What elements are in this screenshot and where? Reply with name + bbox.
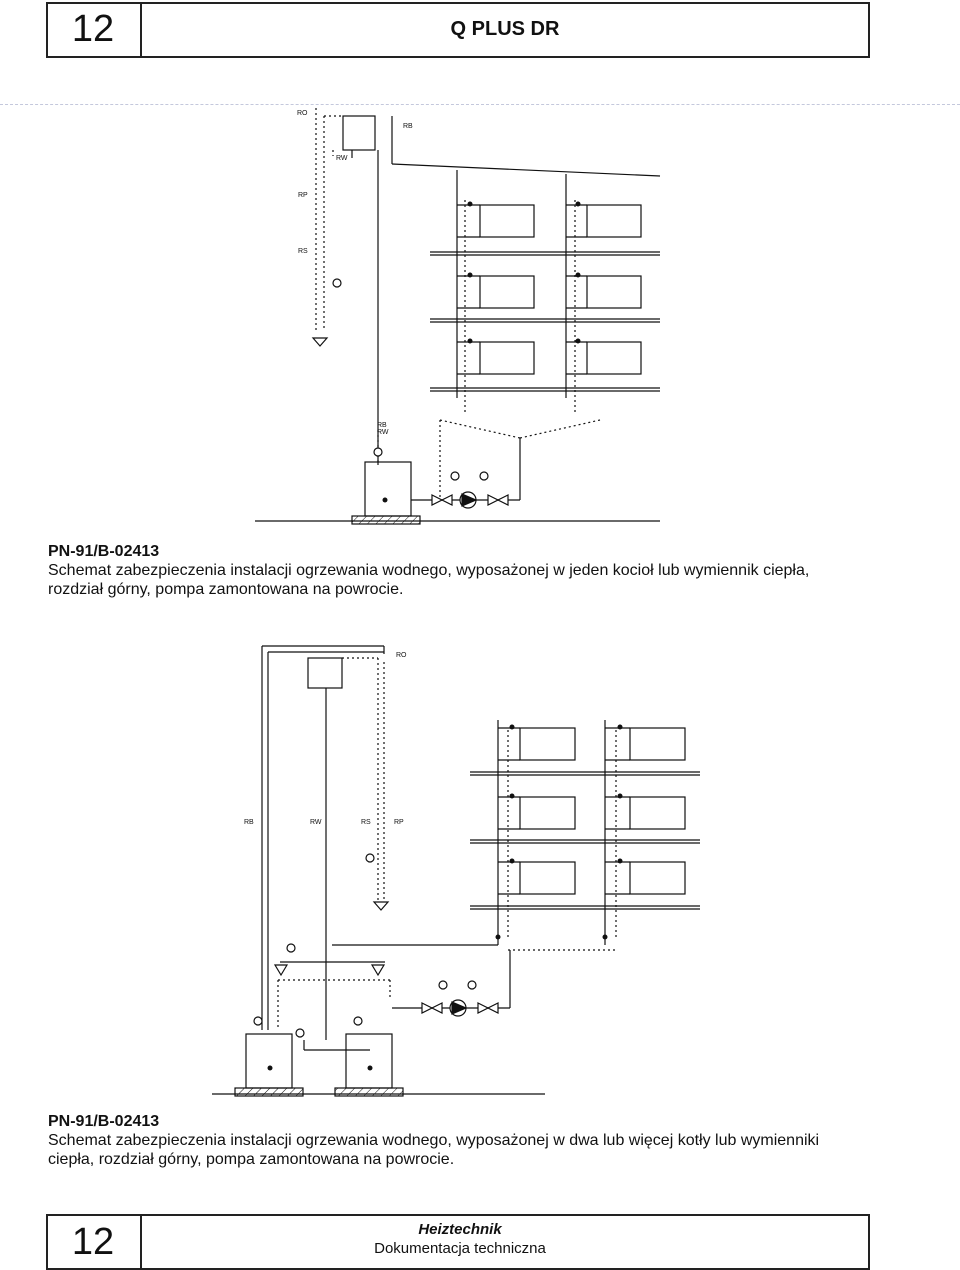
- caption-1-line1: Schemat zabezpieczenia instalacji ogrzewania wodnego, wyposażonej w jeden kocioł lub wymiennik ciepła,: [48, 562, 810, 579]
- d2-label-rp: RP: [394, 819, 404, 826]
- d1-label-rp: RP: [298, 192, 308, 199]
- footer-page-number: 12: [71, 1221, 115, 1263]
- footer-doc-title: Dokumentacja techniczna: [374, 1240, 546, 1257]
- caption-2-line1: Schemat zabezpieczenia instalacji ogrzewania wodnego, wyposażonej w dwa lub więcej kotły lub wymienniki: [48, 1132, 820, 1149]
- d1-label-rb: RB: [403, 123, 413, 130]
- caption-1: [48, 542, 908, 599]
- d1-label-rw2: RW: [377, 429, 389, 436]
- d2-label-rw: RW: [310, 819, 322, 826]
- d2-label-rs: RS: [361, 819, 371, 826]
- caption-2: [48, 1112, 908, 1169]
- header-title: Q PLUS DR: [450, 18, 560, 40]
- d1-label-rb2: RB: [377, 422, 387, 429]
- caption-1-line2: rozdział górny, pompa zamontowana na powrocie.: [48, 581, 404, 598]
- header-page-number: 12: [71, 8, 115, 50]
- header-dashed-rule: [0, 104, 960, 105]
- d2-label-ro: RO: [396, 652, 407, 659]
- d2-label-rb: RB: [244, 819, 254, 826]
- d1-label-rs: RS: [298, 248, 308, 255]
- footer-brand: Heiztechnik: [418, 1221, 502, 1238]
- d1-label-rw: RW: [336, 155, 348, 162]
- d1-label-ro: RO: [297, 110, 308, 117]
- caption-2-code: PN-91/B-02413: [48, 1113, 160, 1130]
- caption-2-line2: ciepła, rozdział górny, pompa zamontowana na powrocie.: [48, 1151, 455, 1168]
- caption-1-code: PN-91/B-02413: [48, 543, 160, 560]
